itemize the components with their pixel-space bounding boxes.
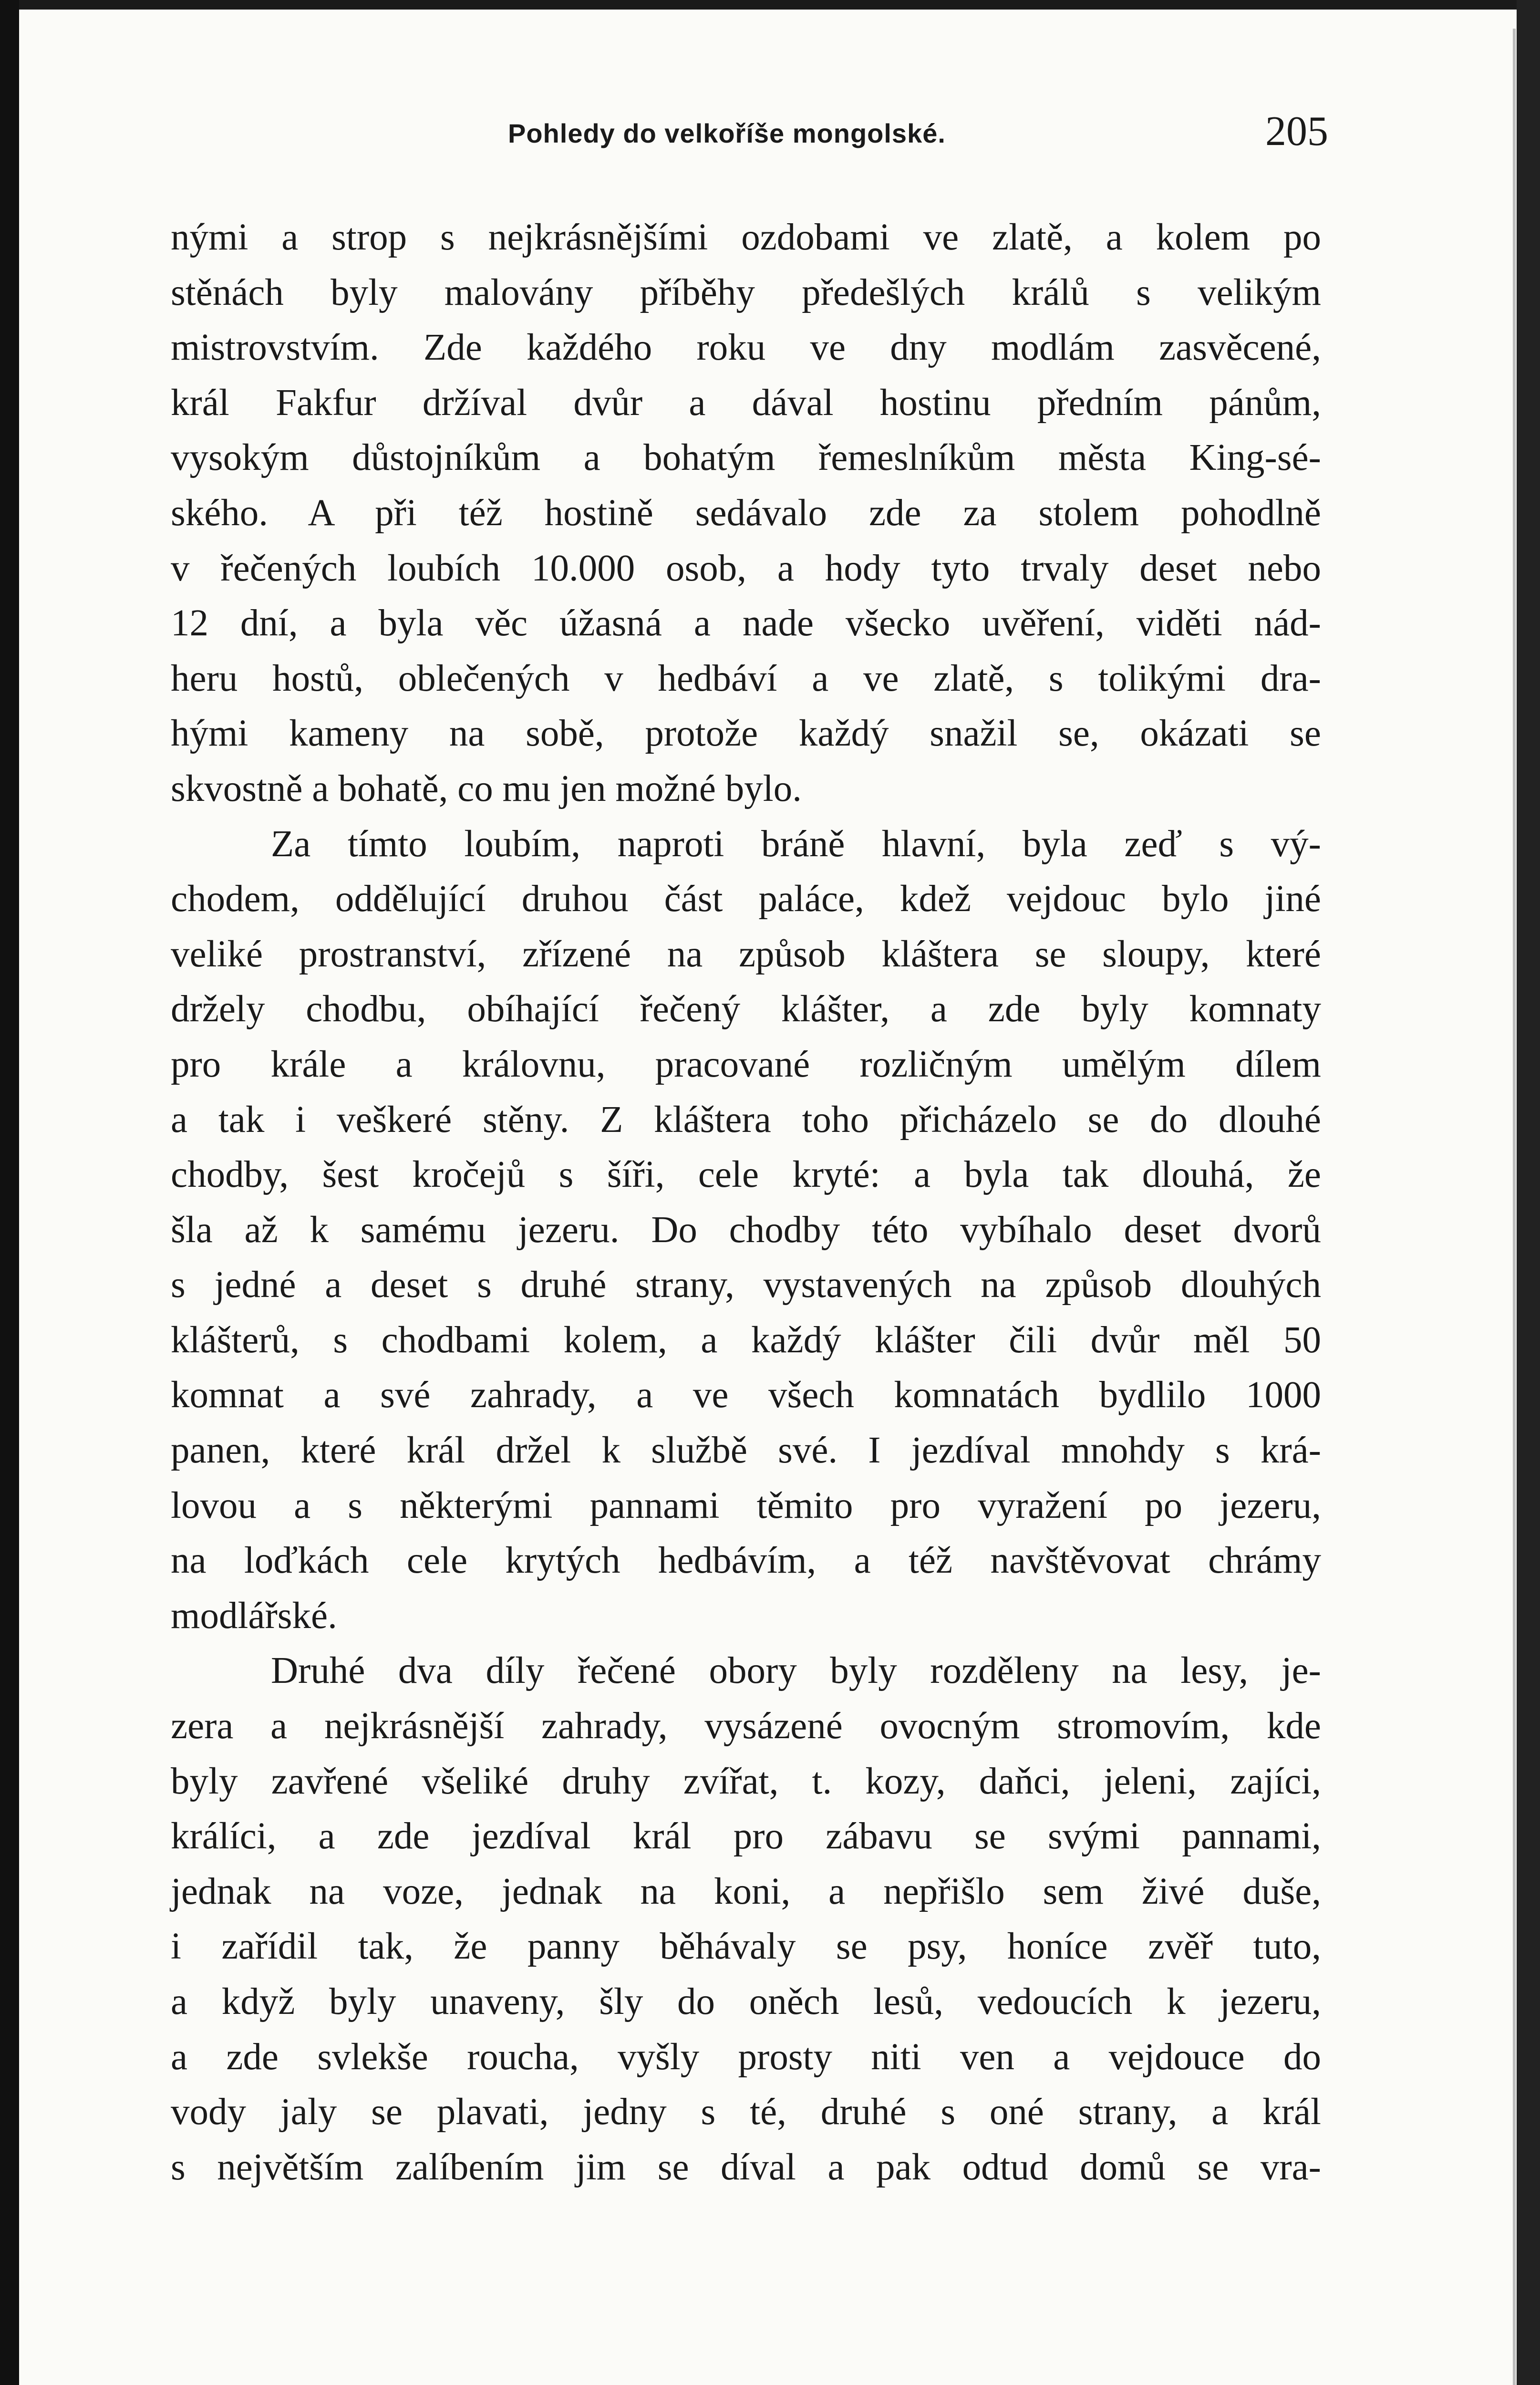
text-line: stěnách byly malovány příběhy předešlých králů s velikým	[171, 271, 1321, 313]
text-line: panen, které král držel k službě své. I jezdíval mnohdy s krá-	[171, 1430, 1321, 1472]
text-line: Druhé dva díly řečené obory byly rozděleny na lesy, je-	[271, 1650, 1321, 1692]
text-line: šla až k samému jezeru. Do chodby této vybíhalo deset dvorů	[171, 1209, 1321, 1251]
text-line: nými a strop s nejkrásnějšími ozdobami ve zlatě, a kolem po	[171, 217, 1321, 258]
text-line: lovou a s některými pannami těmito pro vyražení po jezeru,	[171, 1484, 1321, 1526]
text-line: na loďkách cele krytých hedbávím, a též navštěvovat chrámy	[171, 1540, 1321, 1582]
text-line: chodem, oddělující druhou část paláce, kdež vejdouc bylo jiné	[171, 878, 1321, 920]
text-line: Za tímto loubím, naproti bráně hlavní, byla zeď s vý-	[271, 823, 1321, 865]
scan-page-edge-line	[1513, 29, 1516, 2385]
text-line: vysokým důstojníkům a bohatým řemeslníkům města King-sé-	[171, 437, 1321, 479]
text-line: skvostně a bohatě, co mu jen možné bylo.	[171, 767, 802, 809]
running-title: Pohledy do velkoříše mongolské.	[508, 118, 946, 148]
text-line: vody jaly se plavati, jedny s té, druhé s oné strany, a král	[171, 2091, 1321, 2133]
text-line: veliké prostranství, zřízené na způsob kláštera se sloupy, které	[171, 933, 1321, 975]
text-line: jednak na voze, jednak na koni, a nepřišlo sem živé duše,	[171, 1870, 1321, 1912]
text-line: mistrovstvím. Zde každého roku ve dny modlám zasvěcené,	[171, 327, 1321, 369]
text-line: zera a nejkrásnější zahrady, vysázené ovocným stromovím, kde	[171, 1705, 1321, 1747]
text-line: s jedné a deset s druhé strany, vystavených na způsob dlouhých	[171, 1264, 1321, 1306]
text-line: komnat a své zahrady, a ve všech komnatách bydlilo 1000	[171, 1374, 1321, 1416]
text-line: 12 dní, a byla věc úžasná a nade všecko uvěření, viděti nád-	[171, 602, 1321, 644]
text-line: s největším zalíbením jim se díval a pak odtud domů se vra-	[171, 2146, 1321, 2188]
text-line: a tak i veškeré stěny. Z kláštera toho přicházelo se do dlouhé	[171, 1099, 1321, 1141]
scan-right-edge	[1517, 0, 1540, 2385]
text-line: byly zavřené všeliké druhy zvířat, t. kozy, daňci, jeleni, zajíci,	[171, 1760, 1321, 1802]
text-line: chodby, šest kročejů s šíři, cele kryté: a byla tak dlouhá, že	[171, 1154, 1321, 1196]
scan-left-edge	[0, 0, 19, 2385]
text-line: i zařídil tak, že panny běhávaly se psy, honíce zvěř tuto,	[171, 1926, 1321, 1968]
page-number: 205	[1265, 108, 1328, 155]
text-line: klášterů, s chodbami kolem, a každý klášter čili dvůr měl 50	[171, 1319, 1321, 1361]
text-line: držely chodbu, obíhající řečený klášter, a zde byly komnaty	[171, 988, 1321, 1030]
text-line: a když byly unaveny, šly do oněch lesů, vedoucích k jezeru,	[171, 1981, 1321, 2022]
text-line: ského. A při též hostině sedávalo zde za stolem pohodlně	[171, 492, 1321, 534]
text-line: v řečených loubích 10.000 osob, a hody tyto trvaly deset nebo	[171, 547, 1321, 589]
page-header	[508, 107, 1328, 165]
text-line: pro krále a královnu, pracované rozličným umělým dílem	[171, 1043, 1321, 1085]
text-line: král Fakfur držíval dvůr a dával hostinu předním pánům,	[171, 382, 1321, 424]
text-line: hými kameny na sobě, protože každý snažil se, okázati se	[171, 713, 1321, 755]
text-line: a zde svlekše roucha, vyšly prosty niti ven a vejdouce do	[171, 2036, 1321, 2078]
text-line: modlářské.	[171, 1595, 337, 1637]
body-text	[171, 210, 1321, 2195]
text-line: heru hostů, oblečených v hedbáví a ve zlatě, s tolikými dra-	[171, 657, 1321, 699]
text-line: králíci, a zde jezdíval král pro zábavu se svými pannami,	[171, 1815, 1321, 1857]
